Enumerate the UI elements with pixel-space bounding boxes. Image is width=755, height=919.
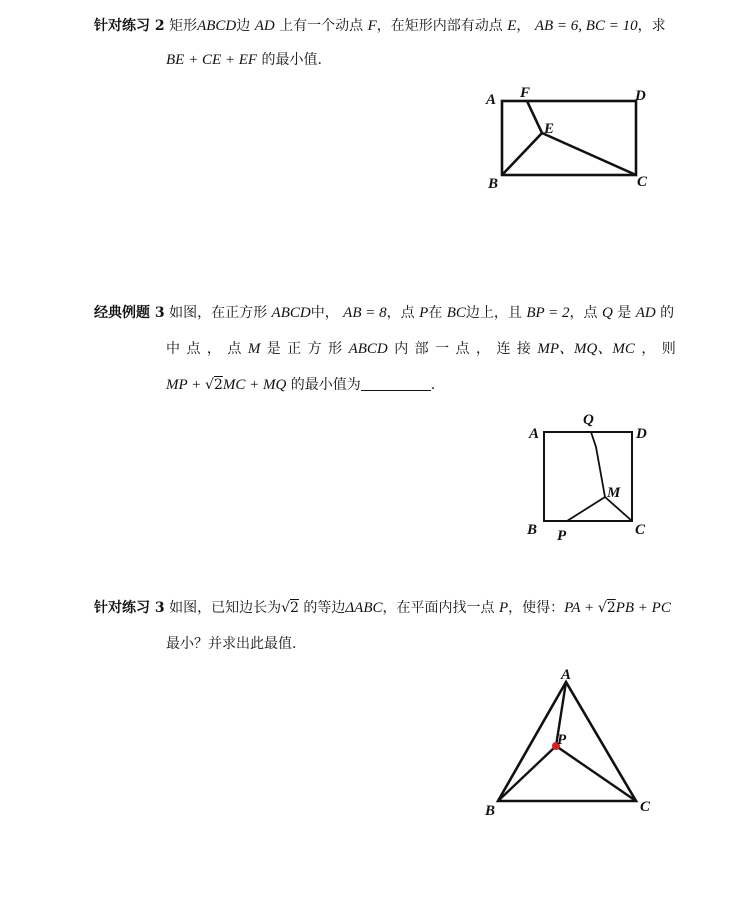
math: AB = 6, BC = 10 — [534, 18, 638, 34]
label-b: B — [488, 176, 499, 192]
math: BE + CE + EF — [166, 52, 258, 68]
label-b: B — [527, 522, 538, 538]
text: 的最小值. — [261, 52, 322, 68]
example-3-line3 — [166, 375, 435, 395]
text: ，点 — [386, 305, 415, 321]
label-a: A — [486, 92, 497, 108]
label-q: Q — [583, 412, 594, 428]
segment-ec — [542, 133, 636, 175]
answer-blank[interactable] — [361, 376, 431, 391]
math: PB + PC — [615, 600, 671, 616]
label-c: C — [637, 174, 648, 190]
math: P — [498, 600, 509, 616]
radicand: 2 — [213, 377, 223, 393]
segment-pb — [498, 746, 556, 801]
label-p: P — [557, 528, 567, 544]
text: ， — [516, 18, 531, 34]
math: Q — [601, 305, 613, 321]
math: E — [507, 18, 517, 34]
segment-mp — [567, 497, 605, 521]
math: ΔABC — [345, 600, 383, 616]
exercise-2-label: 针对练习 2 — [94, 18, 165, 34]
label-f: F — [520, 85, 531, 101]
math: BC — [446, 305, 466, 321]
exercise-3-label: 针对练习 3 — [94, 600, 165, 616]
math: F — [367, 18, 377, 34]
label-c: C — [635, 522, 646, 538]
text: 在 — [428, 305, 443, 321]
label-a: A — [561, 667, 572, 683]
math: AD — [254, 18, 275, 34]
math: ABCD — [271, 305, 311, 321]
text: ，在平面内找一点 — [382, 600, 495, 616]
sqrt-sign: √ — [205, 377, 214, 393]
segment-pc — [556, 746, 636, 801]
sqrt-sign: √ — [281, 600, 290, 616]
text: ，在矩形内部有动点 — [376, 18, 503, 34]
math: MP + — [166, 377, 206, 393]
label-c: C — [640, 799, 651, 815]
triangle-abc — [498, 682, 636, 801]
text: 中， — [310, 305, 339, 321]
text: 上有一个动点 — [279, 18, 364, 34]
math: MC + MQ — [222, 377, 287, 393]
text: 如图，在正方形 — [169, 305, 268, 321]
text: 的 — [660, 305, 675, 321]
text: 的最小值为 — [290, 377, 361, 393]
label-d: D — [636, 426, 647, 442]
label-d: D — [635, 88, 646, 104]
segment-ef — [527, 101, 542, 133]
math: AB = 8 — [343, 305, 387, 321]
text: ， 则 — [641, 341, 676, 357]
text: 最小？并求出此最值. — [166, 636, 297, 652]
text: ，点 — [569, 305, 598, 321]
label-e: E — [544, 121, 555, 137]
math: M — [247, 341, 261, 357]
radicand: 2 — [606, 600, 616, 616]
label-b: B — [485, 803, 496, 819]
math: AD — [635, 305, 656, 321]
text: 的等边 — [303, 600, 346, 616]
text: 边 — [236, 18, 251, 34]
text: ，使得： — [508, 600, 565, 616]
math: ABCD — [197, 18, 237, 34]
text: . — [430, 377, 436, 393]
segment-mq — [591, 432, 605, 497]
example-3-line2 — [166, 339, 676, 359]
text: ，求 — [637, 18, 666, 34]
text: 是 正 方 形 — [266, 341, 343, 357]
label-p: P — [557, 732, 567, 748]
example-3-line1 — [94, 303, 674, 323]
segment-eb — [502, 133, 542, 175]
label-m: M — [607, 485, 621, 501]
math: PA + — [564, 600, 598, 616]
example-3-label: 经典例题 3 — [94, 305, 165, 321]
math: ABCD — [348, 341, 388, 357]
math: MP、MQ、MC — [537, 341, 635, 357]
text: 是 — [617, 305, 632, 321]
math: BP = 2 — [526, 305, 570, 321]
text: 中 点 ， 点 — [166, 341, 242, 357]
math: P — [419, 305, 429, 321]
exercise-3-line2 — [166, 634, 296, 654]
text: 矩形 — [169, 18, 198, 34]
label-a: A — [529, 426, 540, 442]
rectangle — [502, 101, 636, 175]
exercise-3-line1 — [94, 598, 671, 618]
radicand: 2 — [290, 600, 299, 616]
text: 如图，已知边长为 — [169, 600, 282, 616]
sqrt-sign: √ — [597, 600, 607, 616]
text: 边上，且 — [465, 305, 522, 321]
text: 内 部 一 点 ， 连 接 — [394, 341, 531, 357]
